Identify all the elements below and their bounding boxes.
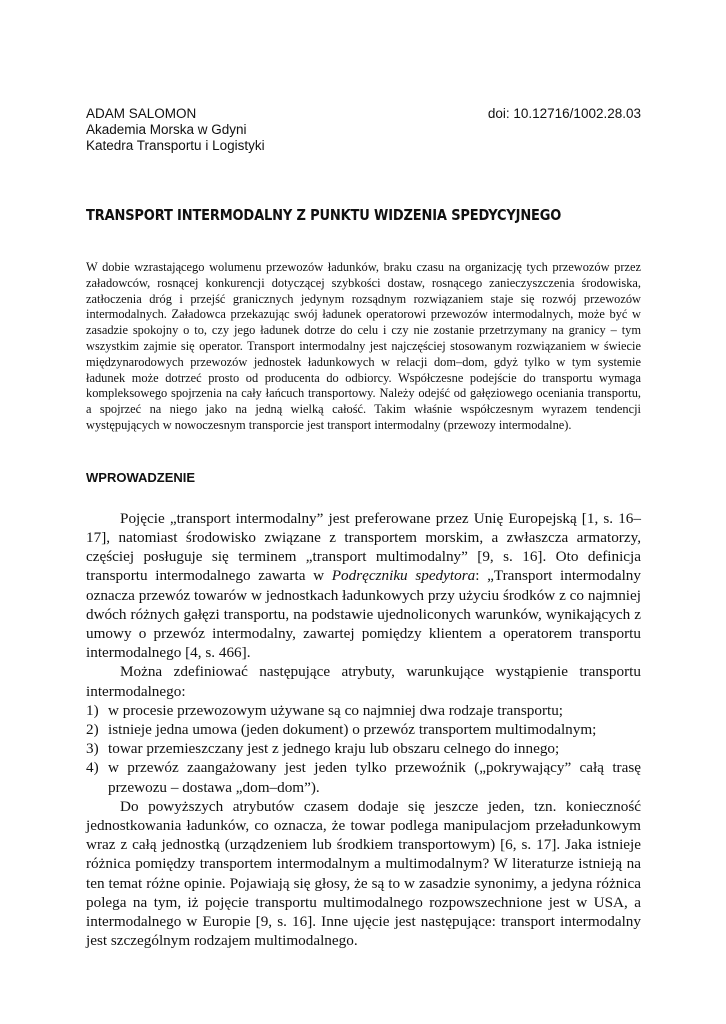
- list-item-number: 3): [86, 740, 99, 758]
- list-item: [86, 739, 641, 758]
- list-item: [86, 701, 641, 720]
- attribute-list: [86, 701, 641, 797]
- affiliation-university: Akademia Morska w Gdyni: [86, 122, 247, 137]
- paragraph-1-text: Pojęcie „transport intermodalny” jest preferowane przez Unię Europejską [1, s. 16–17], natomiast środowisko związane z transportem morskim, a zwłaszcza armatorzy, częściej posługuje się terminem „transport multimodalny” [9, s. 16]. Oto definicja transportu intermodalnego zawarta w: [86, 509, 641, 585]
- paragraph-1: [86, 509, 641, 663]
- author-name: ADAM SALOMON: [86, 106, 197, 121]
- list-item-number: 2): [86, 721, 99, 738]
- abstract: W dobie wzrastającego wolumenu przewozów ładunków, braku czasu na organizację tych przewozów przez załadowców, rosnącej konkurencji dotyczącej szybkości dostaw, rosnącego zanieczyszczenia środowiska, zatłoczenia dróg i przejść granicznych jedynym rozsądnym rozwiązaniem staje się rozwój przewozów intermodalnych. Załadowca przekazując swój ładunek operatorowi przewozów intermodalnych, może być w zasadzie spokojny o to, czy jego ładunek dotrze do celu i czy nie zostanie przetrzymany na granicy – tym wszystkim zajmie się operator. Transport intermodalny jest najczęściej stosowanym rozwiązaniem w świecie międzynarodowych przewozów jednostek ładunkowych w relacji dom–dom, gdyż tylko w tym systemie ładunek może dotrzeć prosto od producenta do odbiorcy. Współczesne podejście do transportu wymaga kompleksowego spojrzenia na cały łańcuch transportowy. Należy odejść od gałęziowego oceniania transportu, a spojrzeć na niego jako na jedną wielką całość. Takim właśnie współczesnym wyrazem tendencji występujących w nowoczesnym transporcie jest transport intermodalny (przewozy intermodalne).: [86, 260, 641, 432]
- body-text: [86, 509, 641, 951]
- doi: doi: 10.12716/1002.28.03: [487, 106, 641, 121]
- paragraph-1-text-cont: : „Transport intermodalny oznacza przewóz towarów w jednostkach ładunkowych przy użyciu środków z co najmniej dwóch różnych gałęzi transportu, na podstawie ujednoliconych warunków, wynikających z umowy o przewóz intermodalny, zawartej pomiędzy klientem a operatorem transportu intermodalnego [4, s. 466].: [86, 567, 641, 662]
- list-item-number: 4): [86, 759, 99, 777]
- list-item-text: w procesie przewozowym używane są co najmniej dwa rodzaje transportu;: [108, 701, 564, 719]
- book-title-italic: Podręczniku spedytora: [331, 567, 476, 585]
- list-item-text: w przewóz zaangażowany jest jeden tylko przewoźnik („pokrywający” całą trasę przewozu – dostawa „dom–dom”).: [108, 759, 641, 796]
- affiliation-department: Katedra Transportu i Logistyki: [86, 138, 265, 153]
- paper-page: [86, 105, 641, 950]
- paragraph-2: Można zdefiniować następujące atrybuty, warunkujące wystąpienie transportu intermodalnego:: [86, 663, 641, 700]
- paragraph-3: Do powyższych atrybutów czasem dodaje się jeszcze jeden, tzn. konieczność jednostkowania ładunków, co oznacza, że towar podlega manipulacjom przeładunkowym wraz z całą jednostką (urządzeniem lub środkiem transportowym) [6, s. 17]. Jaka istnieje różnica pomiędzy transportem intermodalnym a multimodalnym? W literaturze istnieją na ten temat różne opinie. Pojawiają się głosy, że są to w zasadzie synonimy, a jedyna różnica polega na tym, iż pojęcie transportu multimodalnego rozpowszechnione jest w USA, a intermodalnego w Europie [9, s. 16]. Inne ujęcie jest następujące: transport intermodalny jest szczególnym rodzajem multimodalnego.: [86, 797, 641, 950]
- list-item-text: towar przemieszczany jest z jednego kraju lub obszaru celnego do innego;: [108, 740, 560, 758]
- header: [86, 105, 641, 122]
- list-item: [86, 758, 641, 796]
- list-item: [86, 720, 641, 739]
- paper-title: TRANSPORT INTERMODALNY Z PUNKTU WIDZENIA SPEDYCYJNEGO: [86, 206, 562, 224]
- list-item-number: 1): [86, 701, 99, 719]
- list-item-text: istnieje jedna umowa (jeden dokument) o przewóz transportem multimodalnym;: [108, 721, 597, 738]
- section-heading: WPROWADZENIE: [86, 469, 196, 485]
